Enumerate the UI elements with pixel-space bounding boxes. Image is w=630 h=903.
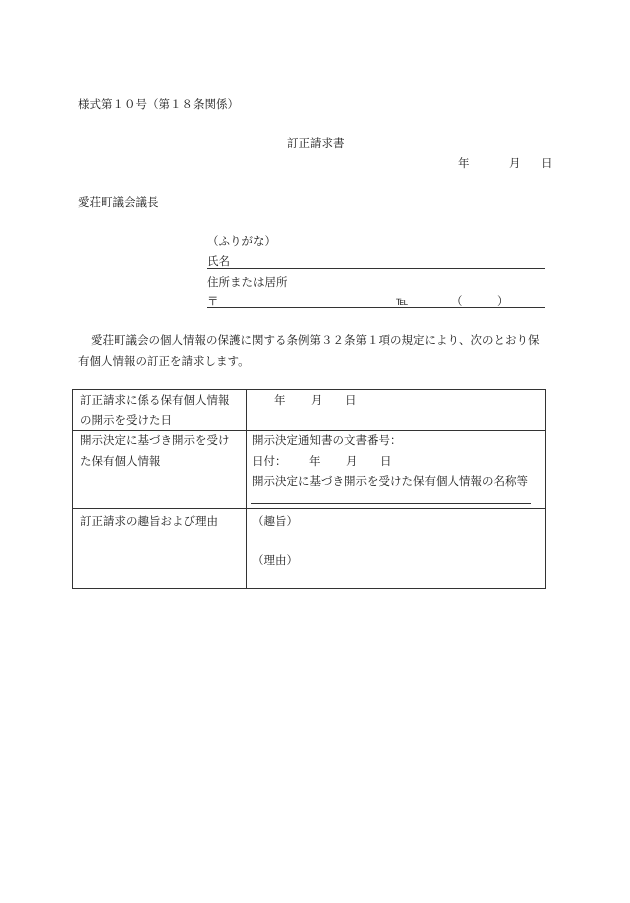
date-year-label: 年 <box>458 156 470 170</box>
row1-label-line-2: の開示を受けた日 <box>80 413 172 427</box>
name-label: 氏名 <box>207 254 230 268</box>
row2-date-month: 月 <box>346 454 358 468</box>
info-name-label: 開示決定に基づき開示を受けた保有個人情報の名称等 <box>252 474 528 488</box>
tel-paren-open: （ <box>451 294 463 308</box>
row1-label-line-1: 訂正請求に係る保有個人情報 <box>80 393 230 407</box>
tel-paren-close: ） <box>497 294 509 308</box>
date-month-label: 月 <box>509 156 521 170</box>
date-day-label: 日 <box>541 156 553 170</box>
address-underline <box>207 307 545 308</box>
address-label: 住所または居所 <box>207 275 288 289</box>
row2-date-day: 日 <box>380 454 392 468</box>
body-line-2: 有個人情報の訂正を請求します。 <box>78 354 250 368</box>
row2-date-year: 年 <box>309 454 321 468</box>
row1-date-year: 年 <box>274 393 286 407</box>
notice-number-label: 開示決定通知書の文書番号： <box>252 433 402 447</box>
table-row-divider-1 <box>72 430 545 431</box>
form-number: 様式第１０号（第１８条関係） <box>78 97 239 111</box>
row2-label-line-2: た保有個人情報 <box>80 454 161 468</box>
row1-date-day: 日 <box>345 393 357 407</box>
furigana-label: （ふりがな） <box>207 234 276 248</box>
name-underline <box>207 268 545 269</box>
info-name-underline <box>251 503 531 504</box>
purpose-label: （趣旨） <box>252 514 298 528</box>
table-row-divider-2 <box>72 508 545 509</box>
table-column-divider <box>246 389 247 588</box>
row1-date-month: 月 <box>311 393 323 407</box>
body-line-1: 愛荘町議会の個人情報の保護に関する条例第３２条第１項の規定により、次のとおり保 <box>91 333 540 347</box>
addressee: 愛荘町議会議長 <box>78 195 159 209</box>
tel-mark: ℡ <box>396 294 409 308</box>
row3-label: 訂正請求の趣旨および理由 <box>80 514 218 528</box>
postal-mark: 〒 <box>207 294 219 308</box>
document-title: 訂正請求書 <box>287 136 345 150</box>
row2-label-line-1: 開示決定に基づき開示を受け <box>80 433 230 447</box>
row2-date-label: 日付： <box>252 454 287 468</box>
reason-label: （理由） <box>252 553 298 567</box>
